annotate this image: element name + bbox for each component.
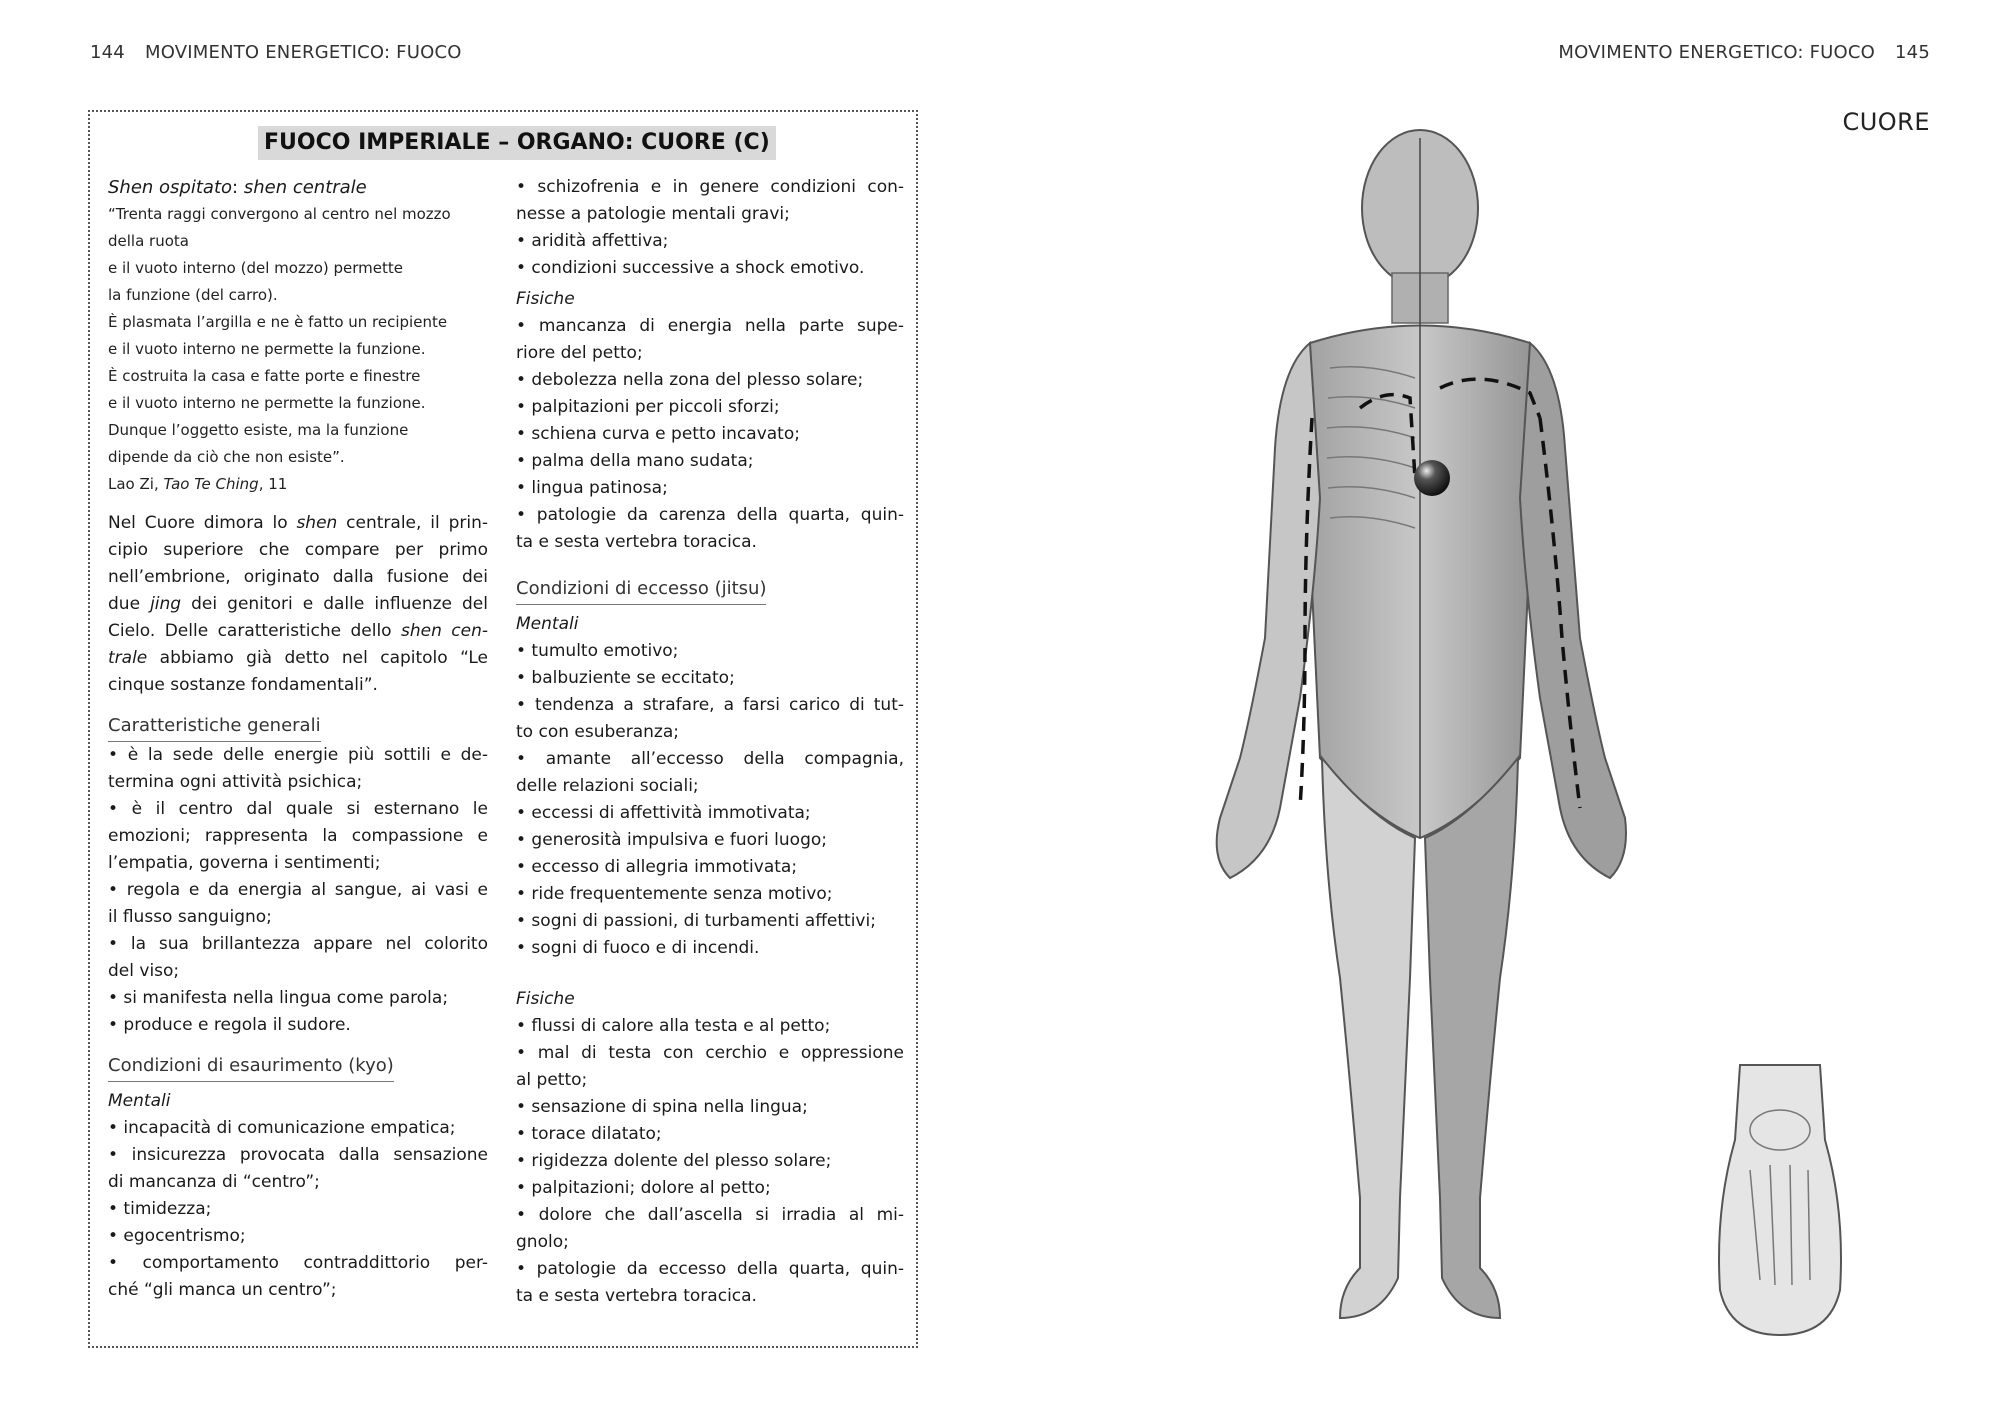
page-number-right: 145 bbox=[1895, 42, 1930, 63]
shen-value: shen centrale bbox=[243, 177, 367, 198]
running-head-right-text: MOVIMENTO ENERGETICO: FUOCO bbox=[1558, 42, 1876, 63]
jitsu-physical-line: • palpitazioni; dolore al petto; bbox=[516, 1178, 771, 1198]
page-number-left: 144 bbox=[90, 42, 125, 63]
kyo-physical-line: • debolezza nella zona del plesso solare; bbox=[516, 370, 864, 390]
general-heading: Caratteristiche generali bbox=[108, 711, 321, 742]
kyo-physical-line: • palpitazioni per piccoli sforzi; bbox=[516, 397, 780, 417]
body-meridian-illustration bbox=[1210, 118, 1630, 1348]
jitsu-physical-line: • rigidezza dolente del plesso solare; bbox=[516, 1151, 832, 1171]
jitsu-physical-line: • patologie da eccesso della quarta, quin- bbox=[516, 1259, 904, 1279]
kyo-mental-line: • schizofrenia e in genere condizioni con- bbox=[516, 177, 904, 197]
intro-line: trale abbiamo già detto nel capitolo “Le bbox=[108, 648, 488, 668]
jitsu-physical-line: • mal di testa con cerchio e oppressione bbox=[516, 1043, 904, 1063]
intro-line: cipio superiore che compare per primo bbox=[108, 540, 488, 560]
jitsu-mental-line: • generosità impulsiva e fuori luogo; bbox=[516, 830, 827, 850]
general-line: del viso; bbox=[108, 961, 180, 981]
jitsu-physical-line: • flussi di calore alla testa e al petto; bbox=[516, 1016, 831, 1036]
jitsu-physical-list bbox=[516, 1013, 904, 1310]
kyo-mental-line: • incapacità di comunicazione empatica; bbox=[108, 1118, 456, 1138]
jitsu-mental-line: • sogni di fuoco e di incendi. bbox=[516, 938, 760, 958]
quote-block bbox=[108, 201, 488, 498]
jitsu-physical-line: ta e sesta vertebra toracica. bbox=[516, 1286, 757, 1306]
quote-line: e il vuoto interno ne permette la funzione. bbox=[108, 340, 426, 358]
general-line: • produce e regola il sudore. bbox=[108, 1015, 351, 1035]
running-head-left bbox=[90, 42, 462, 63]
jitsu-mental-line: • eccessi di affettività immotivata; bbox=[516, 803, 811, 823]
kyo-mental-list-continued bbox=[516, 174, 904, 282]
general-line: • è la sede delle energie più sottili e de- bbox=[108, 745, 488, 765]
kyo-physical-line: • schiena curva e petto incavato; bbox=[516, 424, 800, 444]
general-line: l’empatia, governa i sentimenti; bbox=[108, 853, 381, 873]
jitsu-mental-line: delle relazioni sociali; bbox=[516, 776, 699, 796]
panel-column-right bbox=[516, 174, 904, 1310]
kyo-physical-line: • mancanza di energia nella parte supe- bbox=[516, 316, 904, 336]
jitsu-mental-line: to con esuberanza; bbox=[516, 722, 679, 742]
body-silhouette bbox=[1217, 130, 1626, 1318]
panel-column-left bbox=[108, 174, 488, 1304]
jitsu-physical-line: • dolore che dall’ascella si irradia al mi- bbox=[516, 1205, 904, 1225]
general-line: • si manifesta nella lingua come parola; bbox=[108, 988, 449, 1008]
jitsu-mental-label: Mentali bbox=[516, 614, 579, 634]
heart-point-marker bbox=[1414, 460, 1450, 496]
jitsu-mental-line: • eccesso di allegria immotivata; bbox=[516, 857, 798, 877]
quote-line: “Trenta raggi convergono al centro nel mozzo bbox=[108, 205, 451, 223]
kyo-mental-line: • insicurezza provocata dalla sensazione bbox=[108, 1145, 488, 1165]
jitsu-mental-line: • sogni di passioni, di turbamenti affettivi; bbox=[516, 911, 876, 931]
intro-line: cinque sostanze fondamentali”. bbox=[108, 675, 378, 695]
kyo-mental-label: Mentali bbox=[108, 1091, 171, 1111]
foot-illustration bbox=[1710, 1060, 1850, 1340]
kyo-heading: Condizioni di esaurimento (kyo) bbox=[108, 1051, 394, 1082]
intro-line: Nel Cuore dimora lo shen centrale, il prin- bbox=[108, 513, 488, 533]
general-line: • è il centro dal quale si esternano le bbox=[108, 799, 488, 819]
quote-work: Tao Te Ching bbox=[163, 475, 259, 493]
quote-line: È costruita la casa e fatte porte e finestre bbox=[108, 367, 421, 385]
jitsu-mental-line: • ride frequentemente senza motivo; bbox=[516, 884, 833, 904]
jitsu-heading: Condizioni di eccesso (jitsu) bbox=[516, 574, 766, 605]
jitsu-physical-line: • torace dilatato; bbox=[516, 1124, 662, 1144]
figure-label: CUORE bbox=[1842, 108, 1930, 136]
quote-ref: , 11 bbox=[258, 475, 288, 493]
general-line: termina ogni attività psichica; bbox=[108, 772, 363, 792]
kyo-physical-line: riore del petto; bbox=[516, 343, 643, 363]
organ-info-panel bbox=[88, 110, 918, 1348]
quote-attribution bbox=[108, 471, 488, 498]
jitsu-mental-list bbox=[516, 638, 904, 962]
jitsu-physical-line: al petto; bbox=[516, 1070, 588, 1090]
running-head-left-text: MOVIMENTO ENERGETICO: FUOCO bbox=[144, 42, 462, 63]
quote-line: la funzione (del carro). bbox=[108, 286, 278, 304]
kyo-mental-line: di mancanza di “centro”; bbox=[108, 1172, 320, 1192]
intro-line: nell’embrione, originato dalla fusione dei bbox=[108, 567, 488, 587]
jitsu-mental-line: • tendenza a strafare, a farsi carico di tut- bbox=[516, 695, 904, 715]
kyo-mental-line: • condizioni successive a shock emotivo. bbox=[516, 258, 865, 278]
intro-paragraph bbox=[108, 510, 488, 699]
kyo-mental-line: • comportamento contraddittorio per- bbox=[108, 1253, 488, 1273]
quote-line: e il vuoto interno (del mozzo) permette bbox=[108, 259, 403, 277]
general-line: • la sua brillantezza appare nel colorito bbox=[108, 934, 488, 954]
quote-author: Lao Zi, bbox=[108, 475, 159, 493]
kyo-physical-line: ta e sesta vertebra toracica. bbox=[516, 532, 757, 552]
jitsu-mental-line: • tumulto emotivo; bbox=[516, 641, 679, 661]
shen-colon: : bbox=[232, 177, 239, 198]
jitsu-physical-line: • sensazione di spina nella lingua; bbox=[516, 1097, 808, 1117]
quote-line: e il vuoto interno ne permette la funzione. bbox=[108, 394, 426, 412]
kyo-physical-line: • palma della mano sudata; bbox=[516, 451, 754, 471]
kyo-mental-line: nesse a patologie mentali gravi; bbox=[516, 204, 790, 224]
kyo-physical-list bbox=[516, 313, 904, 556]
quote-line: È plasmata l’argilla e ne è fatto un recipiente bbox=[108, 313, 448, 331]
shen-line bbox=[108, 174, 488, 201]
kyo-physical-line: • patologie da carenza della quarta, quin- bbox=[516, 505, 904, 525]
quote-line: dipende da ciò che non esiste”. bbox=[108, 448, 345, 466]
kyo-physical-label: Fisiche bbox=[516, 289, 575, 309]
running-head-right bbox=[1558, 42, 1930, 63]
intro-line: Cielo. Delle caratteristiche dello shen cen- bbox=[108, 621, 488, 641]
kyo-mental-line: ché “gli manca un centro”; bbox=[108, 1280, 337, 1300]
intro-line: due jing dei genitori e dalle influenze del bbox=[108, 594, 488, 614]
general-line: • regola e da energia al sangue, ai vasi e bbox=[108, 880, 488, 900]
jitsu-physical-label: Fisiche bbox=[516, 989, 575, 1009]
quote-line: Dunque l’oggetto esiste, ma la funzione bbox=[108, 421, 409, 439]
jitsu-physical-line: gnolo; bbox=[516, 1232, 569, 1252]
panel-title: FUOCO IMPERIALE – ORGANO: CUORE (C) bbox=[258, 126, 776, 160]
shen-label: Shen ospitato bbox=[108, 177, 233, 198]
kyo-mental-list bbox=[108, 1115, 488, 1304]
jitsu-mental-line: • amante all’eccesso della compagnia, bbox=[516, 749, 904, 769]
general-line: emozioni; rappresenta la compassione e bbox=[108, 826, 488, 846]
general-list bbox=[108, 742, 488, 1039]
kyo-mental-line: • aridità affettiva; bbox=[516, 231, 669, 251]
general-line: il flusso sanguigno; bbox=[108, 907, 272, 927]
kyo-mental-line: • egocentrismo; bbox=[108, 1226, 246, 1246]
kyo-physical-line: • lingua patinosa; bbox=[516, 478, 668, 498]
quote-line: della ruota bbox=[108, 232, 189, 250]
jitsu-mental-line: • balbuziente se eccitato; bbox=[516, 668, 735, 688]
kyo-mental-line: • timidezza; bbox=[108, 1199, 212, 1219]
